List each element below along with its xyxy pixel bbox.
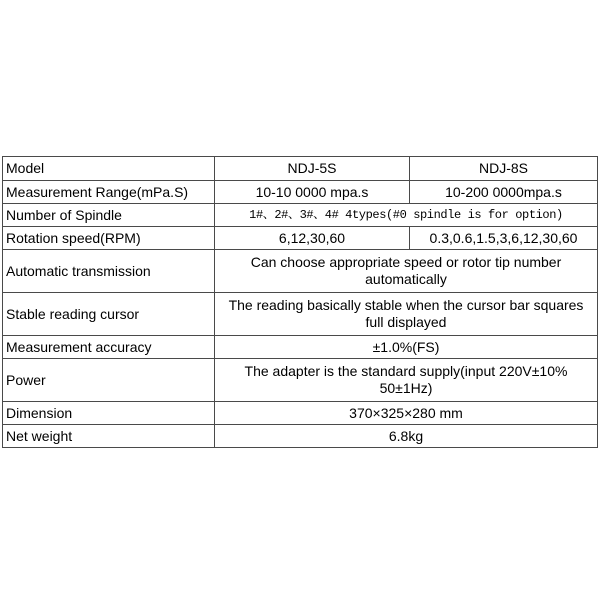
speed-ndj-5s-cell: 6,12,30,60	[215, 227, 410, 250]
range-ndj-5s-cell: 10-10 0000 mpa.s	[215, 181, 410, 204]
row-label: Dimension	[3, 402, 215, 425]
power-value-cell	[215, 359, 598, 402]
value-line: Can choose appropriate speed or rotor tip number	[250, 254, 562, 270]
row-label: Automatic transmission	[3, 250, 215, 293]
accuracy-value-cell: ±1.0%(FS)	[215, 336, 598, 359]
model-ndj-5s-cell: NDJ-5S	[215, 157, 410, 181]
value-line: The adapter is the standard supply(input 220V±10%	[244, 363, 568, 379]
dimension-value-cell: 370×325×280 mm	[215, 402, 598, 425]
row-label: Stable reading cursor	[3, 293, 215, 336]
spindle-value-cell: 1#、2#、3#、4# 4types(#0 spindle is for option)	[215, 204, 598, 227]
table-row-number-of-spindle	[3, 204, 598, 227]
table-row-measurement-accuracy	[3, 336, 598, 359]
value-line: full displayed	[365, 314, 447, 330]
row-label: Net weight	[3, 425, 215, 448]
spec-table	[2, 156, 598, 448]
row-label: Measurement Range(mPa.S)	[3, 181, 215, 204]
row-label: Model	[3, 157, 215, 181]
table-row-dimension	[3, 402, 598, 425]
cursor-value-cell	[215, 293, 598, 336]
table-row-measurement-range	[3, 181, 598, 204]
transmission-value-cell	[215, 250, 598, 293]
model-ndj-8s-cell: NDJ-8S	[410, 157, 598, 181]
range-ndj-8s-cell: 10-200 0000mpa.s	[410, 181, 598, 204]
table-row-net-weight	[3, 425, 598, 448]
weight-value-cell: 6.8kg	[215, 425, 598, 448]
value-line: The reading basically stable when the cursor bar squares	[228, 297, 584, 313]
table-row-model	[3, 157, 598, 181]
row-label: Rotation speed(RPM)	[3, 227, 215, 250]
table-row-rotation-speed	[3, 227, 598, 250]
speed-ndj-8s-cell: 0.3,0.6,1.5,3,6,12,30,60	[410, 227, 598, 250]
value-line: automatically	[365, 271, 447, 287]
table-row-automatic-transmission	[3, 250, 598, 293]
table-row-stable-reading-cursor	[3, 293, 598, 336]
row-label: Measurement accuracy	[3, 336, 215, 359]
value-line: 50±1Hz)	[379, 380, 433, 396]
row-label: Power	[3, 359, 215, 402]
row-label: Number of Spindle	[3, 204, 215, 227]
table-row-power	[3, 359, 598, 402]
